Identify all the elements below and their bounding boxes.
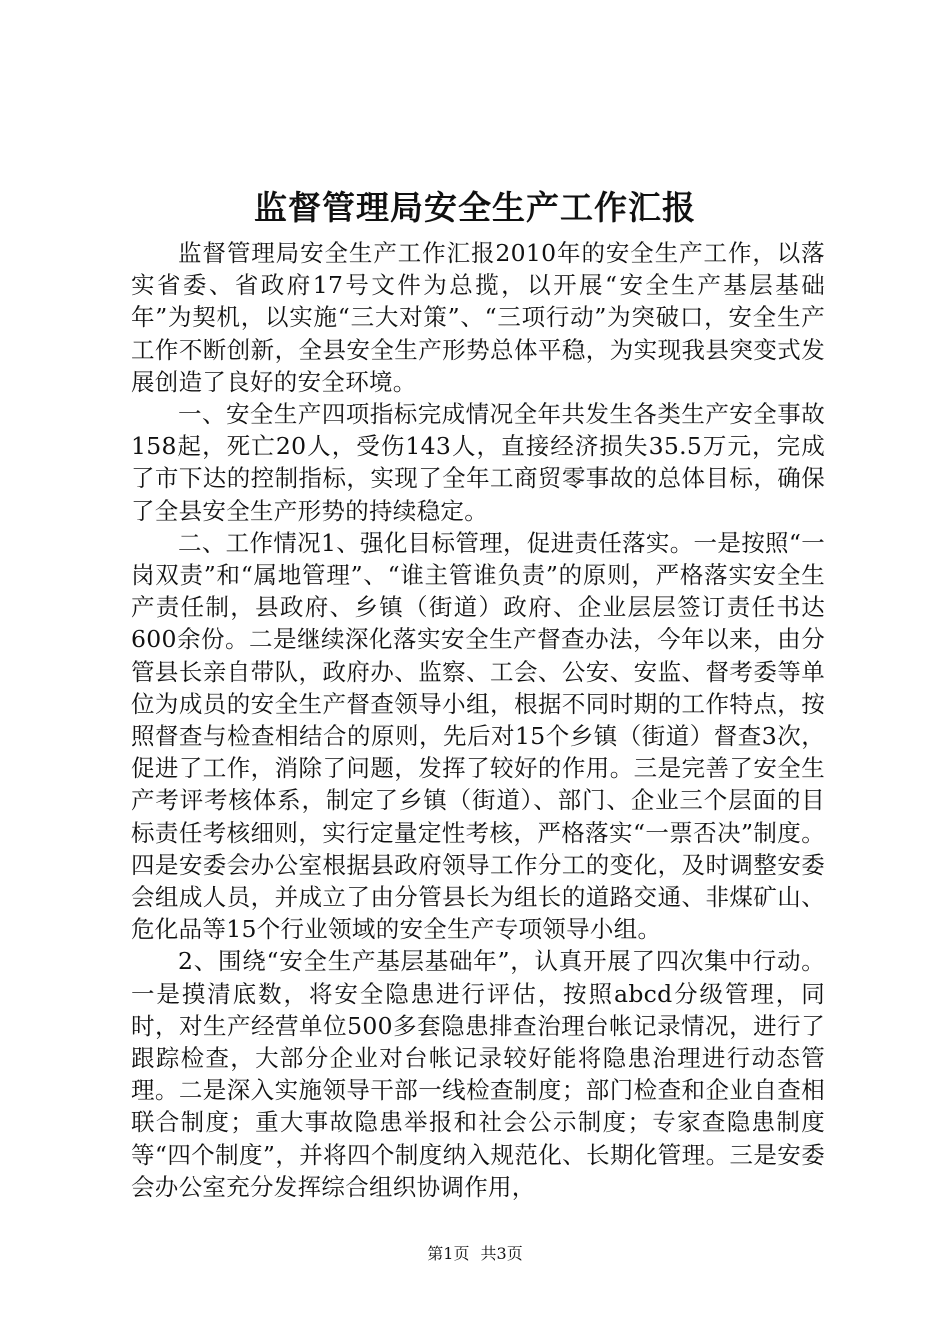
page-number-footer: 第1页 共3页 — [427, 1244, 523, 1263]
paragraph-intro: 监督管理局安全生产工作汇报2010年的安全生产工作，以落实省委、省政府17号文件为总揽，以开展“安全生产基层基础年”为契机，以实施“三大对策”、“三项行动”为突破口，安全生产工作不断创新，全县安全生产形势总体平稳，为实现我县突变式发展创造了良好的安全环境。 — [131, 239, 825, 396]
document-body — [131, 237, 825, 1203]
paragraph-work-status: 二、工作情况1、强化目标管理，促进责任落实。一是按照“一岗双责”和“属地管理”、“谁主管谁负责”的原则，严格落实安全生产责任制，县政府、乡镇（街道）政府、企业层层签订责任书达600余份。二是继续深化落实安全生产督查办法，今年以来，由分管县长亲自带队，政府办、监察、工会、公安、安监、督考委等单位为成员的安全生产督查领导小组，根据不同时期的工作特点，按照督查与检查相结合的原则，先后对15个乡镇（街道）督查3次，促进了工作，消除了问题，发挥了较好的作用。三是完善了安全生产考评考核体系，制定了乡镇（街道）、部门、企业三个层面的目标责任考核细则，实行定量定性考核，严格落实“一票否决”制度。四是安委会办公室根据县政府领导工作分工的变化，及时调整安委会组成人员，并成立了由分管县长为组长的道路交通、非煤矿山、危化品等15个行业领域的安全生产专项领导小组。 — [131, 528, 825, 944]
document-title: 监督管理局安全生产工作汇报 — [254, 188, 696, 227]
paragraph-grassroots-year: 2、围绕“安全生产基层基础年”，认真开展了四次集中行动。一是摸清底数，将安全隐患进行评估，按照abcd分级管理，同时，对生产经营单位500多套隐患排查治理台帐记录情况，进行了跟踪检查，大部分企业对台帐记录较好能将隐患治理进行动态管理。二是深入实施领导干部一线检查制度；部门检查和企业自查相联合制度；重大事故隐患举报和社会公示制度；专家查隐患制度等“四个制度”，并将四个制度纳入规范化、长期化管理。三是安委会办公室充分发挥综合组织协调作用， — [131, 947, 825, 1201]
paragraph-indicators: 一、安全生产四项指标完成情况全年共发生各类生产安全事故158起，死亡20人，受伤143人，直接经济损失35.5万元，完成了市下达的控制指标，实现了全年工商贸零事故的总体目标，确保了全县安全生产形势的持续稳定。 — [131, 400, 825, 525]
